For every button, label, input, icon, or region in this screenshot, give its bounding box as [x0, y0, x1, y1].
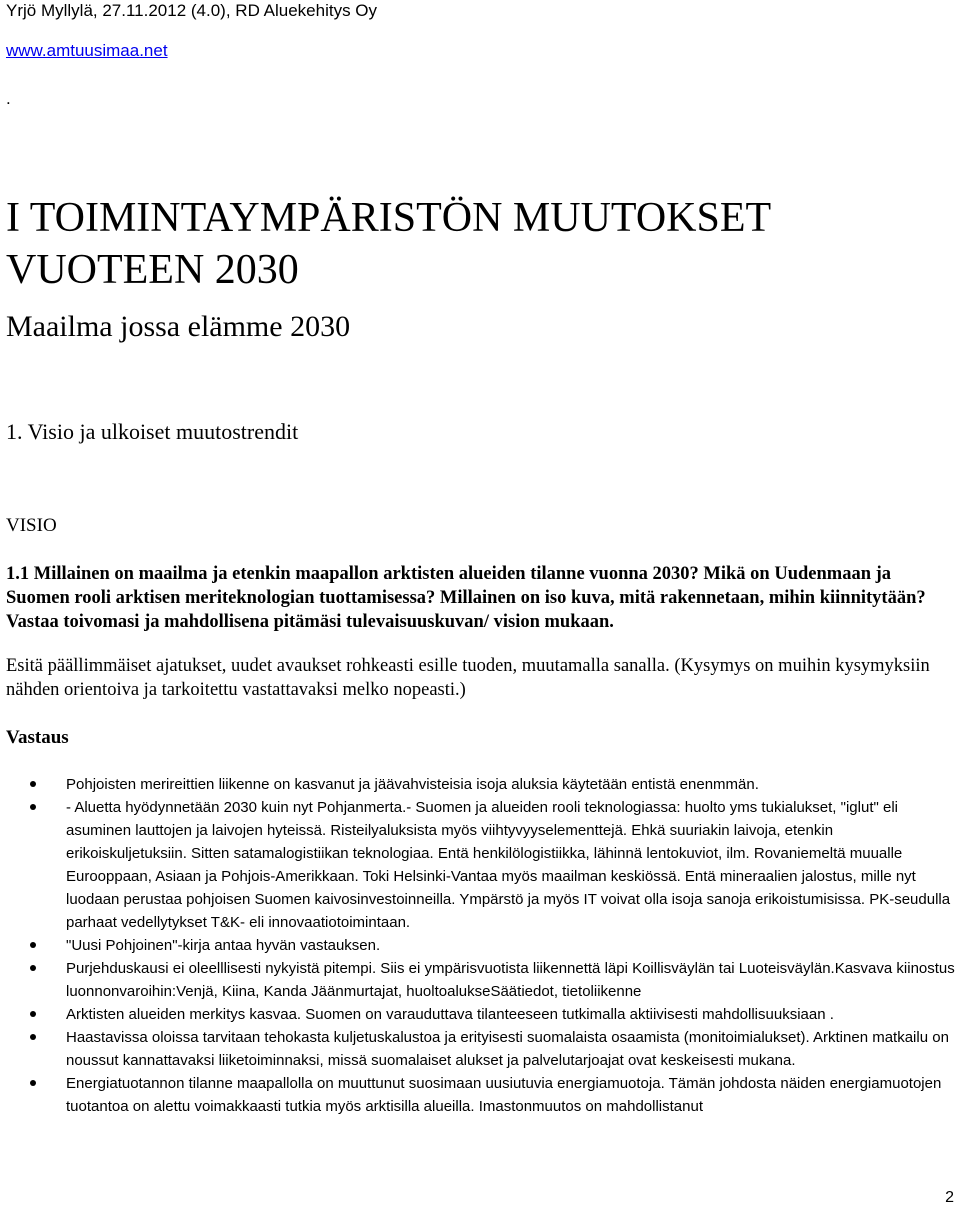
list-item	[30, 934, 955, 957]
bullet-icon	[30, 804, 36, 810]
list-item-text: Pohjoisten merireittien liikenne on kasvanut ja jäävahvisteisia isoja aluksia käytetään entistä enenmmän.	[66, 776, 759, 793]
question-text: 1.1 Millainen on maailma ja etenkin maapallon arktisten alueiden tilanne vuonna 2030? Mikä on Uudenmaan ja Suomen rooli arktisen meriteknologian tuottamisessa? Millainen on iso kuva, mitä rakennetaan, mihin kiinnitytään? Vastaa toivomasi ja mahdollisena pitämäsi tulevaisuuskuvan/ vision mukaan.	[6, 564, 926, 632]
answer-label: Vastaus	[6, 727, 69, 748]
list-item	[30, 1026, 955, 1072]
bullet-icon	[30, 1080, 36, 1086]
answer-list	[30, 773, 955, 1118]
list-item	[30, 1072, 955, 1118]
page-number: 2	[945, 1189, 954, 1206]
section-heading: 1. Visio ja ulkoiset muutostrendit	[6, 419, 299, 444]
author-date-line: Yrjö Myllylä, 27.11.2012 (4.0), RD Aluekehitys Oy	[6, 1, 378, 20]
document-subtitle: Maailma jossa elämme 2030	[6, 310, 351, 343]
bullet-icon	[30, 965, 36, 971]
list-item	[30, 773, 955, 796]
list-item-text: - Aluetta hyödynnetään 2030 kuin nyt Pohjanmerta.- Suomen ja alueiden rooli teknologiassa: huolto yms tukialukset, "iglut" eli asuminen lauttojen ja laivojen hyteissä. Risteilyaluksista myös viihtyvyyselementtejä. Ehkä suuriakin laivoja, etenkin erikoiskuljetuksiin. Sitten satamalogistiikan teknologiaa. Entä henkilölogistiikka, lähinnä lentokuviot, ilm. Rovaniemeltä muualle Eurooppaan, Asiaan ja Pohjois-Amerikkaan. Toki Helsinki-Vantaa myös maailman keskiössä. Entä mineraalien jalostus, mille nyt luodaan perustaa pohjoisen Suomen kaivosinvestoinneilla. Ympärstö ja myös IT voivat olla isoja sanoja erikoistumisissa. PK-seudulla parhaat vedellytykset T&K- eli innovaatiotoimintaan.	[66, 799, 951, 931]
list-item	[30, 957, 955, 1003]
list-item-text: Arktisten alueiden merkitys kasvaa. Suomen on varauduttava tilanteeseen tutkimalla aktiivisesti mahdollisuuksiaan .	[66, 1006, 834, 1023]
bullet-icon	[30, 781, 36, 787]
document-title: I TOIMINTAYMPÄRISTÖN MUUTOKSET VUOTEEN 2030	[6, 195, 771, 293]
stray-dot: .	[6, 89, 11, 108]
list-item	[30, 1003, 955, 1026]
list-item-text: Energiatuotannon tilanne maapallolla on muuttunut suosimaan uusiutuvia energiamuotoja. Tämän johdosta näiden energiamuotojen tuotantoa on alettu voimakkaasti tutkia myös arktisilla alueilla. Imastonmuutos on mahdollistanut	[66, 1075, 942, 1115]
bullet-icon	[30, 1034, 36, 1040]
bullet-icon	[30, 1011, 36, 1017]
list-item	[30, 796, 955, 934]
website-link[interactable]: www.amtuusimaa.net	[6, 41, 168, 60]
bullet-icon	[30, 942, 36, 948]
instructions-text: Esitä päällimmäiset ajatukset, uudet avaukset rohkeasti esille tuoden, muutamalla sanalla. (Kysymys on muihin kysymyksiin nähden orientoiva ja tarkoitettu vastattavaksi melko nopeasti.)	[6, 656, 930, 700]
list-item-text: "Uusi Pohjoinen"-kirja antaa hyvän vastauksen.	[66, 937, 381, 954]
list-item-text: Haastavissa oloissa tarvitaan tehokasta kuljetuskalustoa ja erityisesti suomalaista osaamista (monitoimialukset). Arktinen matkailu on noussut kannattavaksi liiketoiminnaksi, missä suomalaiset alukset ja palvelutarjoajat ovat keskeisesti mukana.	[66, 1029, 949, 1069]
visio-label: VISIO	[6, 515, 57, 536]
list-item-text: Purjehduskausi ei oleelllisesti nykyistä pitempi. Siis ei ympärisvuotista liikennettä läpi Koillisväylän tai Luoteisväylän.Kasvava kiinostus luonnonvaroihin:Venjä, Kiina, Kanda Jäänmurtajat, huoltoalukseSäätiedot, tietoliikenne	[66, 960, 955, 1000]
